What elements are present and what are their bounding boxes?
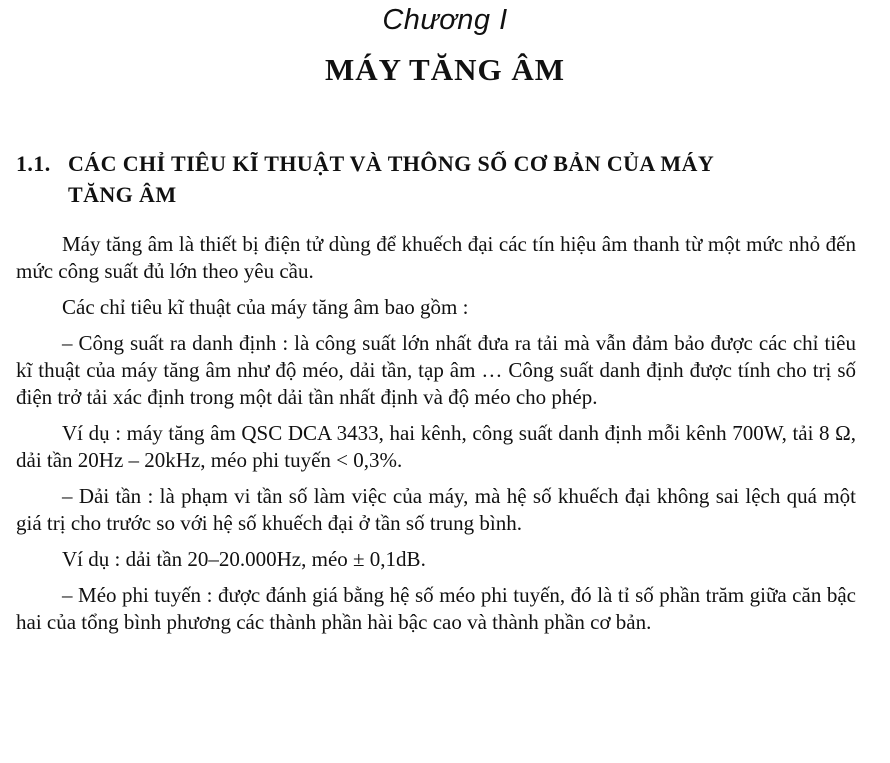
paragraph-criteria-lead: Các chỉ tiêu kĩ thuật của máy tăng âm bao gồm : [62, 295, 469, 319]
chapter-title: MÁY TĂNG ÂM [324, 52, 566, 87]
section-title-line2: TĂNG ÂM [68, 182, 177, 207]
paragraph-example-power: Ví dụ : máy tăng âm QSC DCA 3433, hai kênh, công suất danh định mỗi kênh 700W, tải 8 Ω, dải tần 20Hz – 20kHz, méo phi tuyến < 0,3%. [16, 421, 856, 472]
chapter-label: Chương I [382, 4, 508, 36]
paragraph-frequency-band: – Dải tần : là phạm vi tần số làm việc của máy, mà hệ số khuếch đại không sai lệch quá một giá trị cho trước so với hệ số khuếch đại ở tần số trung bình. [16, 484, 856, 535]
section-heading [16, 148, 874, 210]
paragraph-intro: Máy tăng âm là thiết bị điện tử dùng để khuếch đại các tín hiệu âm thanh từ một mức nhỏ đến mức công suất đủ lớn theo yêu cầu. [16, 232, 856, 283]
section-title-line1: CÁC CHỈ TIÊU KĨ THUẬT VÀ THÔNG SỐ CƠ BẢN CỦA MÁY [68, 151, 715, 176]
body-text [16, 231, 856, 645]
section-number: 1.1. [16, 151, 51, 176]
paragraph-nonlinear-distortion: – Méo phi tuyến : được đánh giá bằng hệ số méo phi tuyến, đó là tỉ số phần trăm giữa căn bậc hai của tổng bình phương các thành phần hài bậc cao và thành phần cơ bản. [16, 583, 856, 634]
paragraph-rated-power: – Công suất ra danh định : là công suất lớn nhất đưa ra tải mà vẫn đảm bảo được các chỉ tiêu kĩ thuật của máy tăng âm như độ méo, dải tần, tạp âm … Công suất danh định được tính cho trị số điện trở tải xác định trong một dải tần nhất định và độ méo cho phép. [16, 331, 856, 409]
paragraph-example-band: Ví dụ : dải tần 20–20.000Hz, méo ± 0,1dB. [62, 547, 426, 571]
